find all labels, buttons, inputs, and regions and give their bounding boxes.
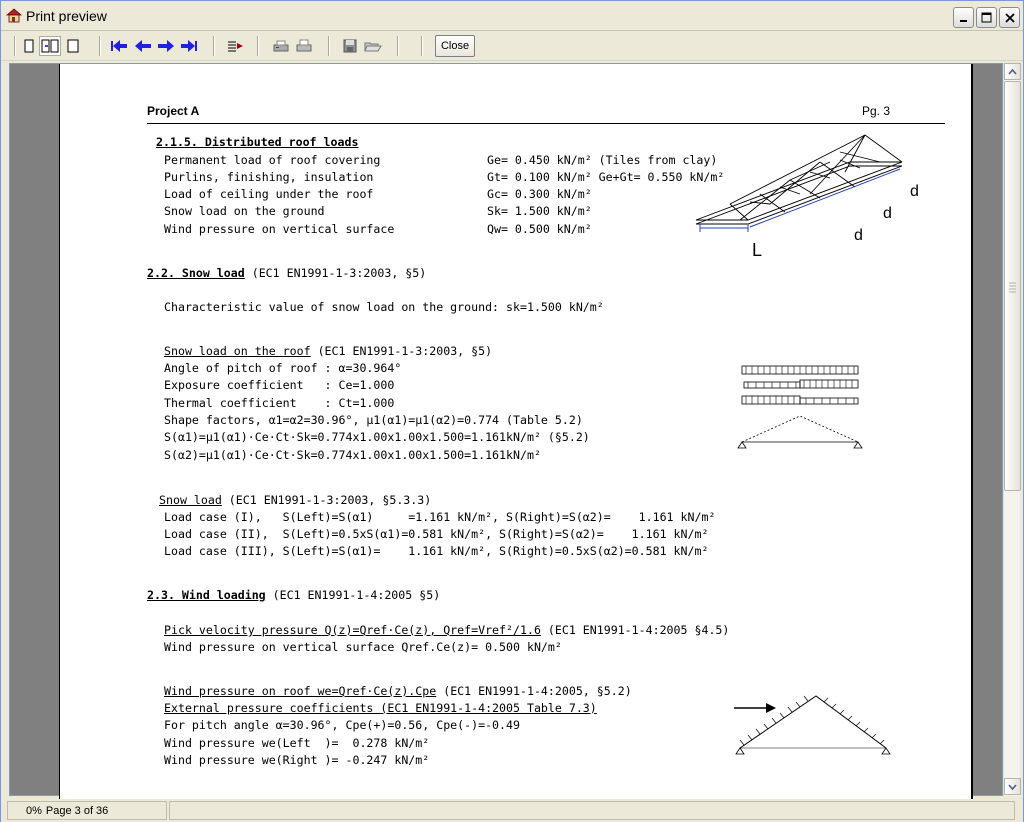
snow-calc-line: Exposure coefficient : Ce=1.000: [164, 378, 395, 392]
minimize-button[interactable]: [953, 7, 974, 28]
maximize-icon: [981, 12, 992, 23]
snow-load-heading: [159, 493, 431, 507]
external-pressure-title: External pressure coefficients (EC1 EN1991-1-4:2005 Table 7.3): [164, 701, 597, 715]
snow-load-figure: [730, 362, 890, 452]
print-button[interactable]: [294, 36, 314, 56]
goto-page-button[interactable]: [225, 36, 245, 56]
grip-icon: [1005, 82, 1020, 490]
last-page-button[interactable]: [179, 36, 199, 56]
roof-load-label: Load of ceiling under the roof: [164, 187, 374, 201]
truss-spacing-label: d: [883, 205, 892, 222]
snow-load-ref: (EC1 EN1991-1-3:2003, §5.3.3): [221, 493, 432, 507]
last-page-icon: [180, 39, 198, 53]
snow-calc-line: Thermal coefficient : Ct=1.000: [164, 396, 395, 410]
save-button[interactable]: [340, 36, 360, 56]
status-cell: [7, 801, 167, 820]
minimize-icon: [959, 13, 969, 23]
open-button[interactable]: [363, 36, 383, 56]
status-message-cell: [169, 801, 1015, 820]
vertical-scrollbar[interactable]: [1003, 63, 1020, 796]
snow-calc-line: Shape factors, α1=α2=30.96°, μ1(α1)=μ1(α2)=0.774 (Table 5.2): [164, 413, 583, 427]
section-22-heading: [147, 266, 426, 280]
roof-load-label: Permanent load of roof covering: [164, 153, 381, 167]
roof-load-value: Qw= 0.500 kN/m²: [487, 222, 592, 236]
wind-vertical-line: Wind pressure on vertical surface Qref.Ce(z)= 0.500 kN/m²: [164, 640, 562, 654]
roof-load-label: Wind pressure on vertical surface: [164, 222, 395, 236]
wind-roof-title: Wind pressure on roof we=Qref·Ce(z).Cpe: [164, 684, 437, 698]
load-case-line: Load case (I), S(Left)=S(α1) =1.161 kN/m², S(Right)=S(α2)= 1.161 kN/m²: [164, 510, 716, 524]
page-header-project: Project A: [147, 104, 200, 118]
snow-roof-heading: [164, 344, 492, 358]
wind-calc-line: Wind pressure we(Right )= -0.247 kN/m²: [164, 753, 430, 767]
wind-calc-line: Wind pressure we(Left )= 0.278 kN/m²: [164, 736, 430, 750]
first-page-icon: [110, 39, 128, 53]
roof-load-label: Purlins, finishing, insulation: [164, 170, 374, 184]
header-rule: [147, 123, 945, 124]
snow-roof-title: Snow load on the roof: [164, 344, 311, 358]
printer-setup-icon: [272, 39, 290, 53]
wind-roof-heading: [164, 684, 632, 698]
preview-page: [59, 64, 973, 804]
truss-spacing-label: d: [910, 183, 919, 200]
truss-spacing-label: d: [854, 227, 863, 244]
load-case-line: Load case (III), S(Left)=S(α1)= 1.161 kN/m², S(Right)=0.5xS(α2)=0.581 kN/m²: [164, 544, 709, 558]
toolbar-separator: [397, 36, 399, 56]
close-button[interactable]: Close: [435, 35, 475, 57]
close-icon: [1005, 13, 1015, 23]
page-indicator: Page 3 of 36: [45, 804, 109, 817]
first-page-button[interactable]: [109, 36, 129, 56]
roof-load-label: Snow load on the ground: [164, 204, 325, 218]
arrow-left-icon: [134, 39, 152, 53]
load-case-line: Load case (II), S(Left)=0.5xS(α1)=0.581 kN/m², S(Right)=S(α2)= 1.161 kN/m²: [164, 527, 709, 541]
truss-length-label: L: [752, 240, 763, 260]
snow-load-title: Snow load: [159, 493, 222, 507]
page-icon: [67, 39, 79, 53]
section-215-title: 2.1.5. Distributed roof loads: [156, 135, 359, 149]
wind-load-figure: [730, 686, 900, 761]
window-title: Print preview: [26, 8, 107, 24]
two-page-button[interactable]: [39, 36, 61, 56]
toolbar-separator: [421, 36, 423, 56]
snow-characteristic-value: Characteristic value of snow load on the ground: sk=1.500 kN/m²: [164, 300, 604, 314]
section-23-ref: (EC1 EN1991-1-4:2005 §5): [265, 588, 441, 602]
open-folder-icon: [364, 39, 382, 53]
single-page-icon: [24, 39, 34, 53]
chevron-up-icon: [1008, 69, 1017, 75]
section-23-title: 2.3. Wind loading: [147, 588, 266, 602]
arrow-right-icon: [157, 39, 175, 53]
title-bar: [1, 1, 1023, 31]
floppy-disk-icon: [342, 39, 358, 53]
section-23-heading: [147, 588, 440, 602]
toolbar: [1, 31, 1023, 61]
wind-roof-ref: (EC1 EN1991-1-4:2005, §5.2): [436, 684, 632, 698]
toolbar-separator: [213, 36, 215, 56]
section-22-ref: (EC1 EN1991-1-3:2003, §5): [244, 266, 427, 280]
scroll-thumb[interactable]: [1004, 81, 1021, 491]
close-window-button[interactable]: [999, 7, 1020, 28]
scroll-down-button[interactable]: [1004, 778, 1021, 795]
scroll-up-button[interactable]: [1004, 63, 1021, 80]
pick-velocity-title: Pick velocity pressure Q(z)=Qref·Ce(z), Qref=Vref²/1.6: [164, 623, 541, 637]
chevron-down-icon: [1008, 784, 1017, 790]
preview-area[interactable]: [9, 63, 1003, 796]
next-page-button[interactable]: [156, 36, 176, 56]
roof-truss-figure: [690, 132, 919, 262]
roof-load-value: Gc= 0.300 kN/m²: [487, 187, 592, 201]
status-bar: [1, 799, 1023, 822]
goto-page-icon: [226, 39, 244, 53]
two-page-icon: [41, 39, 59, 53]
section-22-title: 2.2. Snow load: [147, 266, 245, 280]
wind-calc-line: For pitch angle α=30.96°, Cpe(+)=0.56, Cpe(-)=-0.49: [164, 718, 520, 732]
page-number: Pg. 3: [862, 104, 891, 118]
toolbar-separator: [328, 36, 330, 56]
house-app-icon: [6, 8, 22, 23]
toolbar-separator: [257, 36, 259, 56]
pick-velocity-heading: [164, 623, 729, 637]
roof-load-value: Gt= 0.100 kN/m² Ge+Gt= 0.550 kN/m²: [487, 170, 725, 184]
maximize-button[interactable]: [976, 7, 997, 28]
full-page-button[interactable]: [65, 36, 81, 56]
print-setup-button[interactable]: [271, 36, 291, 56]
roof-load-value: Ge= 0.450 kN/m² (Tiles from clay): [487, 153, 718, 167]
roof-load-value: Sk= 1.500 kN/m²: [487, 204, 592, 218]
pick-velocity-ref: (EC1 EN1991-1-4:2005 §4.5): [540, 623, 730, 637]
snow-roof-ref: (EC1 EN1991-1-3:2003, §5): [310, 344, 493, 358]
single-page-button[interactable]: [21, 36, 37, 56]
snow-calc-line: Angle of pitch of roof : α=30.964°: [164, 361, 402, 375]
toolbar-separator: [99, 36, 101, 56]
previous-page-button[interactable]: [133, 36, 153, 56]
snow-calc-line: S(α2)=μ1(α1)·Ce·Ct·Sk=0.774x1.00x1.00x1.500=1.161kN/m²: [164, 448, 541, 462]
toolbar-grip: [14, 36, 16, 56]
printer-icon: [295, 39, 313, 53]
progress-percent: 0%: [26, 804, 42, 817]
snow-calc-line: S(α1)=μ1(α1)·Ce·Ct·Sk=0.774x1.00x1.00x1.500=1.161kN/m² (§5.2): [164, 430, 590, 444]
